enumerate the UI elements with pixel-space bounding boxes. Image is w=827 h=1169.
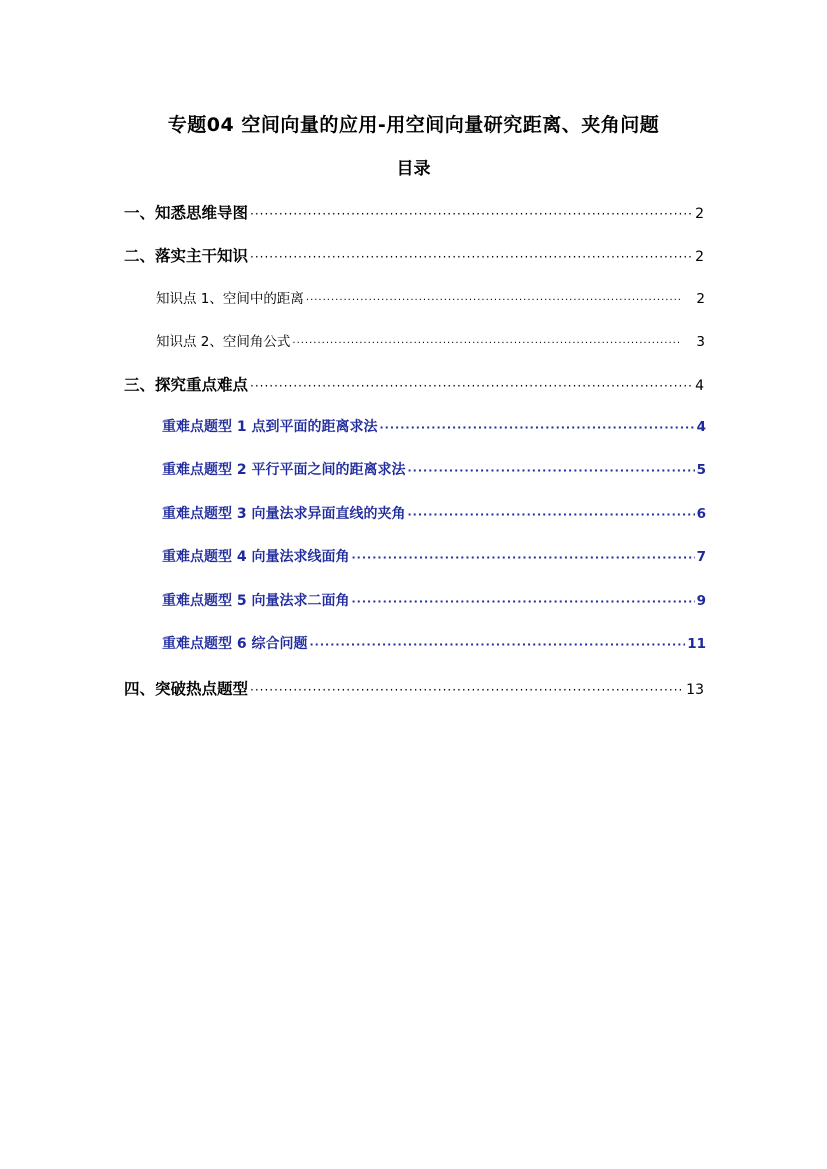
toc-entry-page: 7 — [696, 549, 706, 565]
toc-entry-hot-topics[interactable] — [124, 677, 704, 699]
toc-entry-label: 二、落实主干知识 — [124, 247, 249, 265]
toc-entry-page: 2 — [695, 249, 704, 265]
toc-leader-dots — [292, 338, 680, 349]
toc-entry-knowledge-point-2[interactable] — [156, 330, 705, 350]
toc-entry-page: 4 — [695, 378, 704, 394]
toc-entry-label: 知识点 2、空间角公式 — [156, 334, 291, 350]
toc-leader-dots — [408, 464, 695, 477]
toc-entry-label: 重难点题型 1 点到平面的距离求法 — [162, 419, 378, 435]
toc-entry-label: 重难点题型 5 向量法求二面角 — [162, 593, 350, 609]
toc-entry-label: 三、探究重点难点 — [124, 376, 249, 394]
toc-entry-problem-type-6[interactable] — [162, 633, 706, 653]
toc-entry-problem-type-4[interactable] — [162, 546, 706, 566]
toc-entry-page: 13 — [686, 682, 704, 698]
toc-entry-page: 2 — [695, 206, 704, 222]
toc-entry-label: 重难点题型 6 综合问题 — [162, 636, 308, 652]
toc-entry-page: 2 — [696, 291, 705, 307]
toc-entry-page: 5 — [696, 462, 706, 478]
toc-entry-problem-type-2[interactable] — [162, 459, 706, 479]
toc-leader-dots — [408, 508, 695, 521]
toc-entry-knowledge-point-1[interactable] — [156, 287, 705, 307]
toc-entry-label: 知识点 1、空间中的距离 — [156, 291, 304, 307]
toc-leader-dots — [250, 683, 684, 697]
toc-leader-dots — [352, 595, 695, 608]
toc-entry-label: 重难点题型 2 平行平面之间的距离求法 — [162, 462, 406, 478]
toc-entry-label: 重难点题型 4 向量法求线面角 — [162, 549, 350, 565]
toc-entry-problem-type-5[interactable] — [162, 590, 706, 610]
toc-entry-page: 6 — [696, 506, 706, 522]
toc-entry-page: 11 — [687, 636, 706, 652]
toc-entry-mind-map[interactable] — [124, 201, 704, 223]
toc-entry-page: 3 — [696, 334, 705, 350]
toc-entry-label: 重难点题型 3 向量法求异面直线的夹角 — [162, 506, 406, 522]
toc-leader-dots — [250, 207, 693, 221]
toc-entry-page: 9 — [696, 593, 706, 609]
toc-entry-label: 一、知悉思维导图 — [124, 204, 249, 222]
toc-entry-page: 4 — [696, 419, 706, 435]
toc-leader-dots — [250, 379, 693, 393]
toc-leader-dots — [250, 250, 693, 264]
toc-entry-label: 四、突破热点题型 — [124, 680, 249, 698]
document-title: 专题04 空间向量的应用-用空间向量研究距离、夹角问题 — [167, 114, 660, 136]
toc-entry-problem-type-3[interactable] — [162, 503, 706, 523]
toc-leader-dots — [310, 638, 686, 651]
toc-entry-problem-type-1[interactable] — [162, 416, 706, 436]
toc-heading: 目录 — [396, 159, 431, 179]
toc-leader-dots — [352, 551, 695, 564]
toc-leader-dots — [306, 295, 681, 306]
toc-entry-main-knowledge[interactable] — [124, 244, 704, 266]
toc-entry-key-difficulties[interactable] — [124, 373, 704, 395]
toc-leader-dots — [380, 421, 695, 434]
